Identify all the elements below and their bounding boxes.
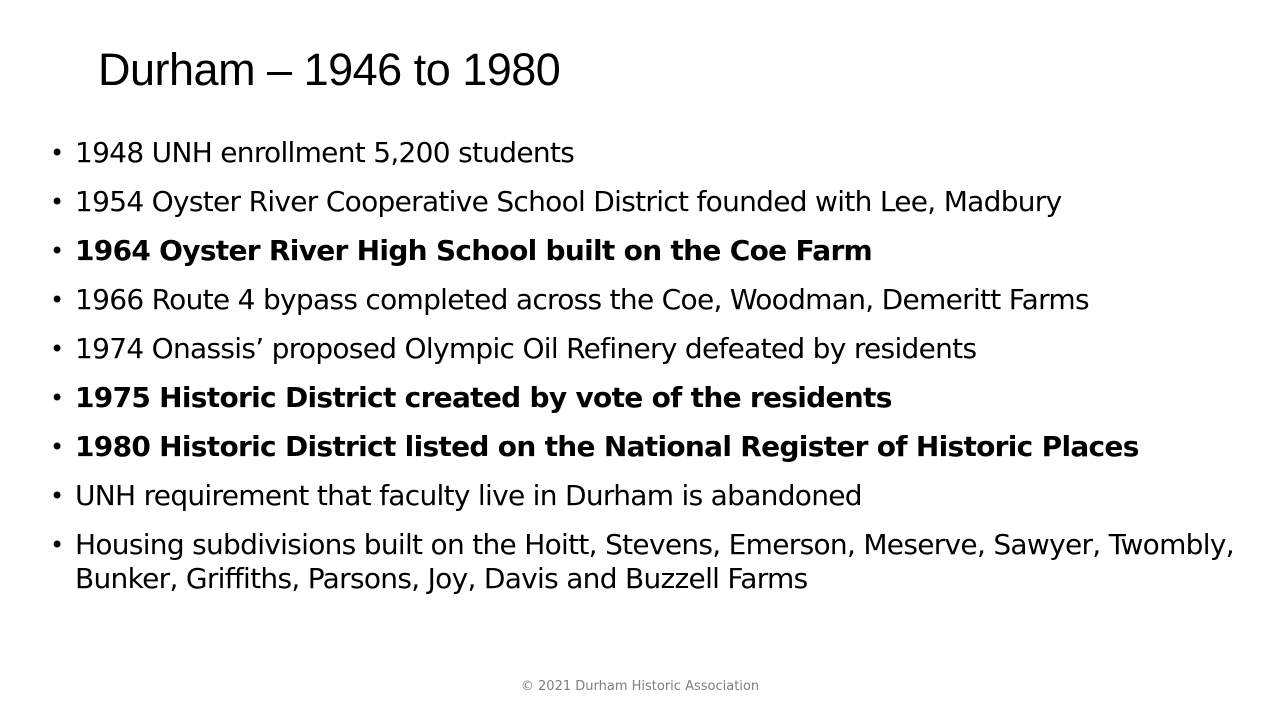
bullet-item-bold: [50, 381, 1240, 415]
bullet-text: 1964 Oyster River High School built on the Coe Farm: [75, 234, 873, 267]
bullet-text: UNH requirement that faculty live in Durham is abandoned: [75, 479, 862, 512]
bullet-dot-icon: •: [50, 531, 64, 559]
bullet-text: 1980 Historic District listed on the National Register of Historic Places: [75, 430, 1139, 463]
bullet-text: Housing subdivisions built on the Hoitt, Stevens, Emerson, Meserve, Sawyer, Twombly, Bunker, Griffiths, Parsons, Joy, Davis and Buzzell Farms: [75, 528, 1234, 595]
bullet-dot-icon: •: [50, 433, 64, 461]
bullet-item: [50, 528, 1240, 596]
bullet-item: [50, 136, 1240, 170]
bullet-list: [50, 136, 1240, 611]
bullet-item: [50, 283, 1240, 317]
bullet-text: 1975 Historic District created by vote of the residents: [75, 381, 892, 414]
bullet-item: [50, 479, 1240, 513]
bullet-dot-icon: •: [50, 139, 64, 167]
slide-title: Durham – 1946 to 1980: [98, 44, 561, 95]
bullet-dot-icon: •: [50, 384, 64, 412]
bullet-text: 1954 Oyster River Cooperative School District founded with Lee, Madbury: [75, 185, 1062, 218]
bullet-item: [50, 332, 1240, 366]
bullet-dot-icon: •: [50, 482, 64, 510]
bullet-text: 1974 Onassis’ proposed Olympic Oil Refinery defeated by residents: [75, 332, 977, 365]
bullet-dot-icon: •: [50, 335, 64, 363]
bullet-text: 1966 Route 4 bypass completed across the Coe, Woodman, Demeritt Farms: [75, 283, 1089, 316]
copyright-footer: © 2021 Durham Historic Association: [520, 679, 760, 694]
bullet-dot-icon: •: [50, 286, 64, 314]
bullet-item: [50, 185, 1240, 219]
bullet-item-bold: [50, 234, 1240, 268]
bullet-dot-icon: •: [50, 237, 64, 265]
bullet-dot-icon: •: [50, 188, 64, 216]
bullet-item-bold: [50, 430, 1240, 464]
bullet-text: 1948 UNH enrollment 5,200 students: [75, 136, 575, 169]
